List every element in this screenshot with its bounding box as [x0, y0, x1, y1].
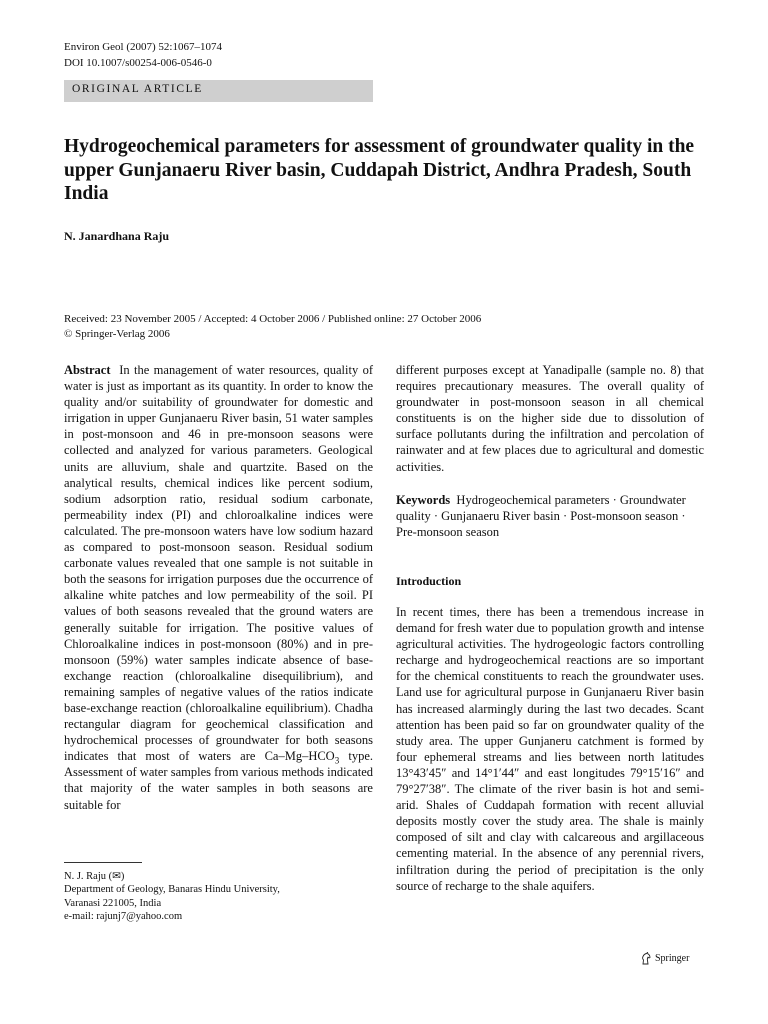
doi: DOI 10.1007/s00254-006-0546-0	[64, 57, 212, 69]
correspondence-department: Department of Geology, Banaras Hindu University,	[64, 884, 280, 896]
correspondence-name: N. J. Raju (✉)	[64, 871, 125, 882]
keywords-text: Hydrogeochemical parameters · Groundwater quality · Gunjanaeru River basin · Post-monsoon season · Pre-monsoon season	[396, 493, 686, 540]
copyright: © Springer-Verlag 2006	[64, 327, 170, 340]
publisher-mark	[640, 952, 689, 965]
keywords	[396, 492, 704, 540]
abstract-label: Abstract	[64, 363, 111, 377]
journal-citation: Environ Geol (2007) 52:1067–1074	[64, 41, 222, 53]
abstract-text: In the management of water resources, quality of water is just as important as its quantity. In order to know the quality and/or suitability of groundwater for domestic and irrigation in upper Gunjanaeru River basin, 51 water samples in post-monsoon and 46 in pre-monsoon seasons were collected and analyzed for various parameters. Geological units are alluvium, shale and quartzite. Based on the analytical results, chemical indices like percent sodium, sodium adsorption ratio, residual sodium carbonate, permeability index (PI) and chloroalkaline indices were calculated. The pre-monsoon waters have low sodium hazard as compared to post-monsoon season. Residual sodium carbonate values revealed that one sample is not suitable in both the seasons for irrigation purposes due the occurrence of alkaline white patches and low permeability of the soil. PI values of both seasons revealed that the ground waters are generally suitable for irrigation. The positive values of Chloroalkaline indices in post-monsoon (80%) and in pre-monsoon (59%) water samples indicate absence of base-exchange reaction (chloroalkaline disequilibrium), and remaining samples of negative values of the ratios indicate base-exchange reaction (chloroalkaline equilibrium). Chadha rectangular diagram for geochemical classification and hydrochemical processes of groundwater for both seasons indicates that most of waters are Ca–Mg–HCO	[64, 363, 374, 764]
footnote-separator	[64, 862, 142, 863]
abstract-text-tail: type. Assessment of water samples from various methods indicated that majority of the water samples in both seasons are suitable for	[64, 749, 373, 812]
article-title: Hydrogeochemical parameters for assessment of groundwater quality in the upper Gunjanaeru River basin, Cuddapah District, Andhra Pradesh, South India	[64, 136, 695, 204]
abstract	[64, 362, 373, 813]
publication-dates	[64, 312, 481, 341]
correspondence-footnote	[64, 870, 280, 923]
abstract-continuation: different purposes except at Yanadipalle (sample no. 8) that requires precautionary measures. The overall quality of groundwater in post-monsoon season in all chemical constituents is on the higher side due to dissolution of surface pollutants during the infiltration and percolation of rainwater and at few places due to agricultural and domestic activities.	[396, 363, 704, 474]
article-type-label: ORIGINAL ARTICLE	[72, 83, 203, 95]
abstract-subscript: 3	[334, 755, 340, 766]
history-dates: Received: 23 November 2005 / Accepted: 4 October 2006 / Published online: 27 October 2006	[64, 313, 482, 325]
introduction-heading: Introduction	[396, 574, 462, 588]
article-type-banner	[64, 80, 373, 102]
keywords-label: Keywords	[396, 493, 451, 507]
journal-header	[64, 39, 222, 71]
correspondence-city: Varanasi 221005, India	[64, 897, 162, 909]
introduction-text: In recent times, there has been a tremendous increase in demand for fresh water due to population growth and intense agricultural activities. The hydrogeologic factors controlling recharge and hydrogeochemical reactions are so important for the chemical constituents to reach the groundwater uses. Land use for agricultural purpose in Gunjanaeru River basin has increased alarmingly during the last two decades. Scant attention has been paid so far on groundwater quality of the study area. The upper Gunjaneru catchment is formed by four ephemeral streams and lies between north latitudes 13°43′45″ and 14°1′44″ and east longitudes 79°15′16″ and 79°27′38″. The climate of the river basin is hot and semi-arid. Shales of Cuddapah formation with recent alluvial deposits mostly cover the study area. The shale is mainly composed of silt and clay with calcareous and argillaceous cementing material. In the absence of any perennial rivers, infiltration during the period of precipitation is the only source of recharge to the shale aquifers.	[396, 605, 704, 893]
springer-horse-logo-icon	[640, 952, 652, 965]
publisher-name: Springer	[655, 953, 690, 964]
correspondence-email[interactable]: e-mail: rajunj7@yahoo.com	[64, 910, 183, 922]
author-name: N. Janardhana Raju	[64, 229, 170, 243]
